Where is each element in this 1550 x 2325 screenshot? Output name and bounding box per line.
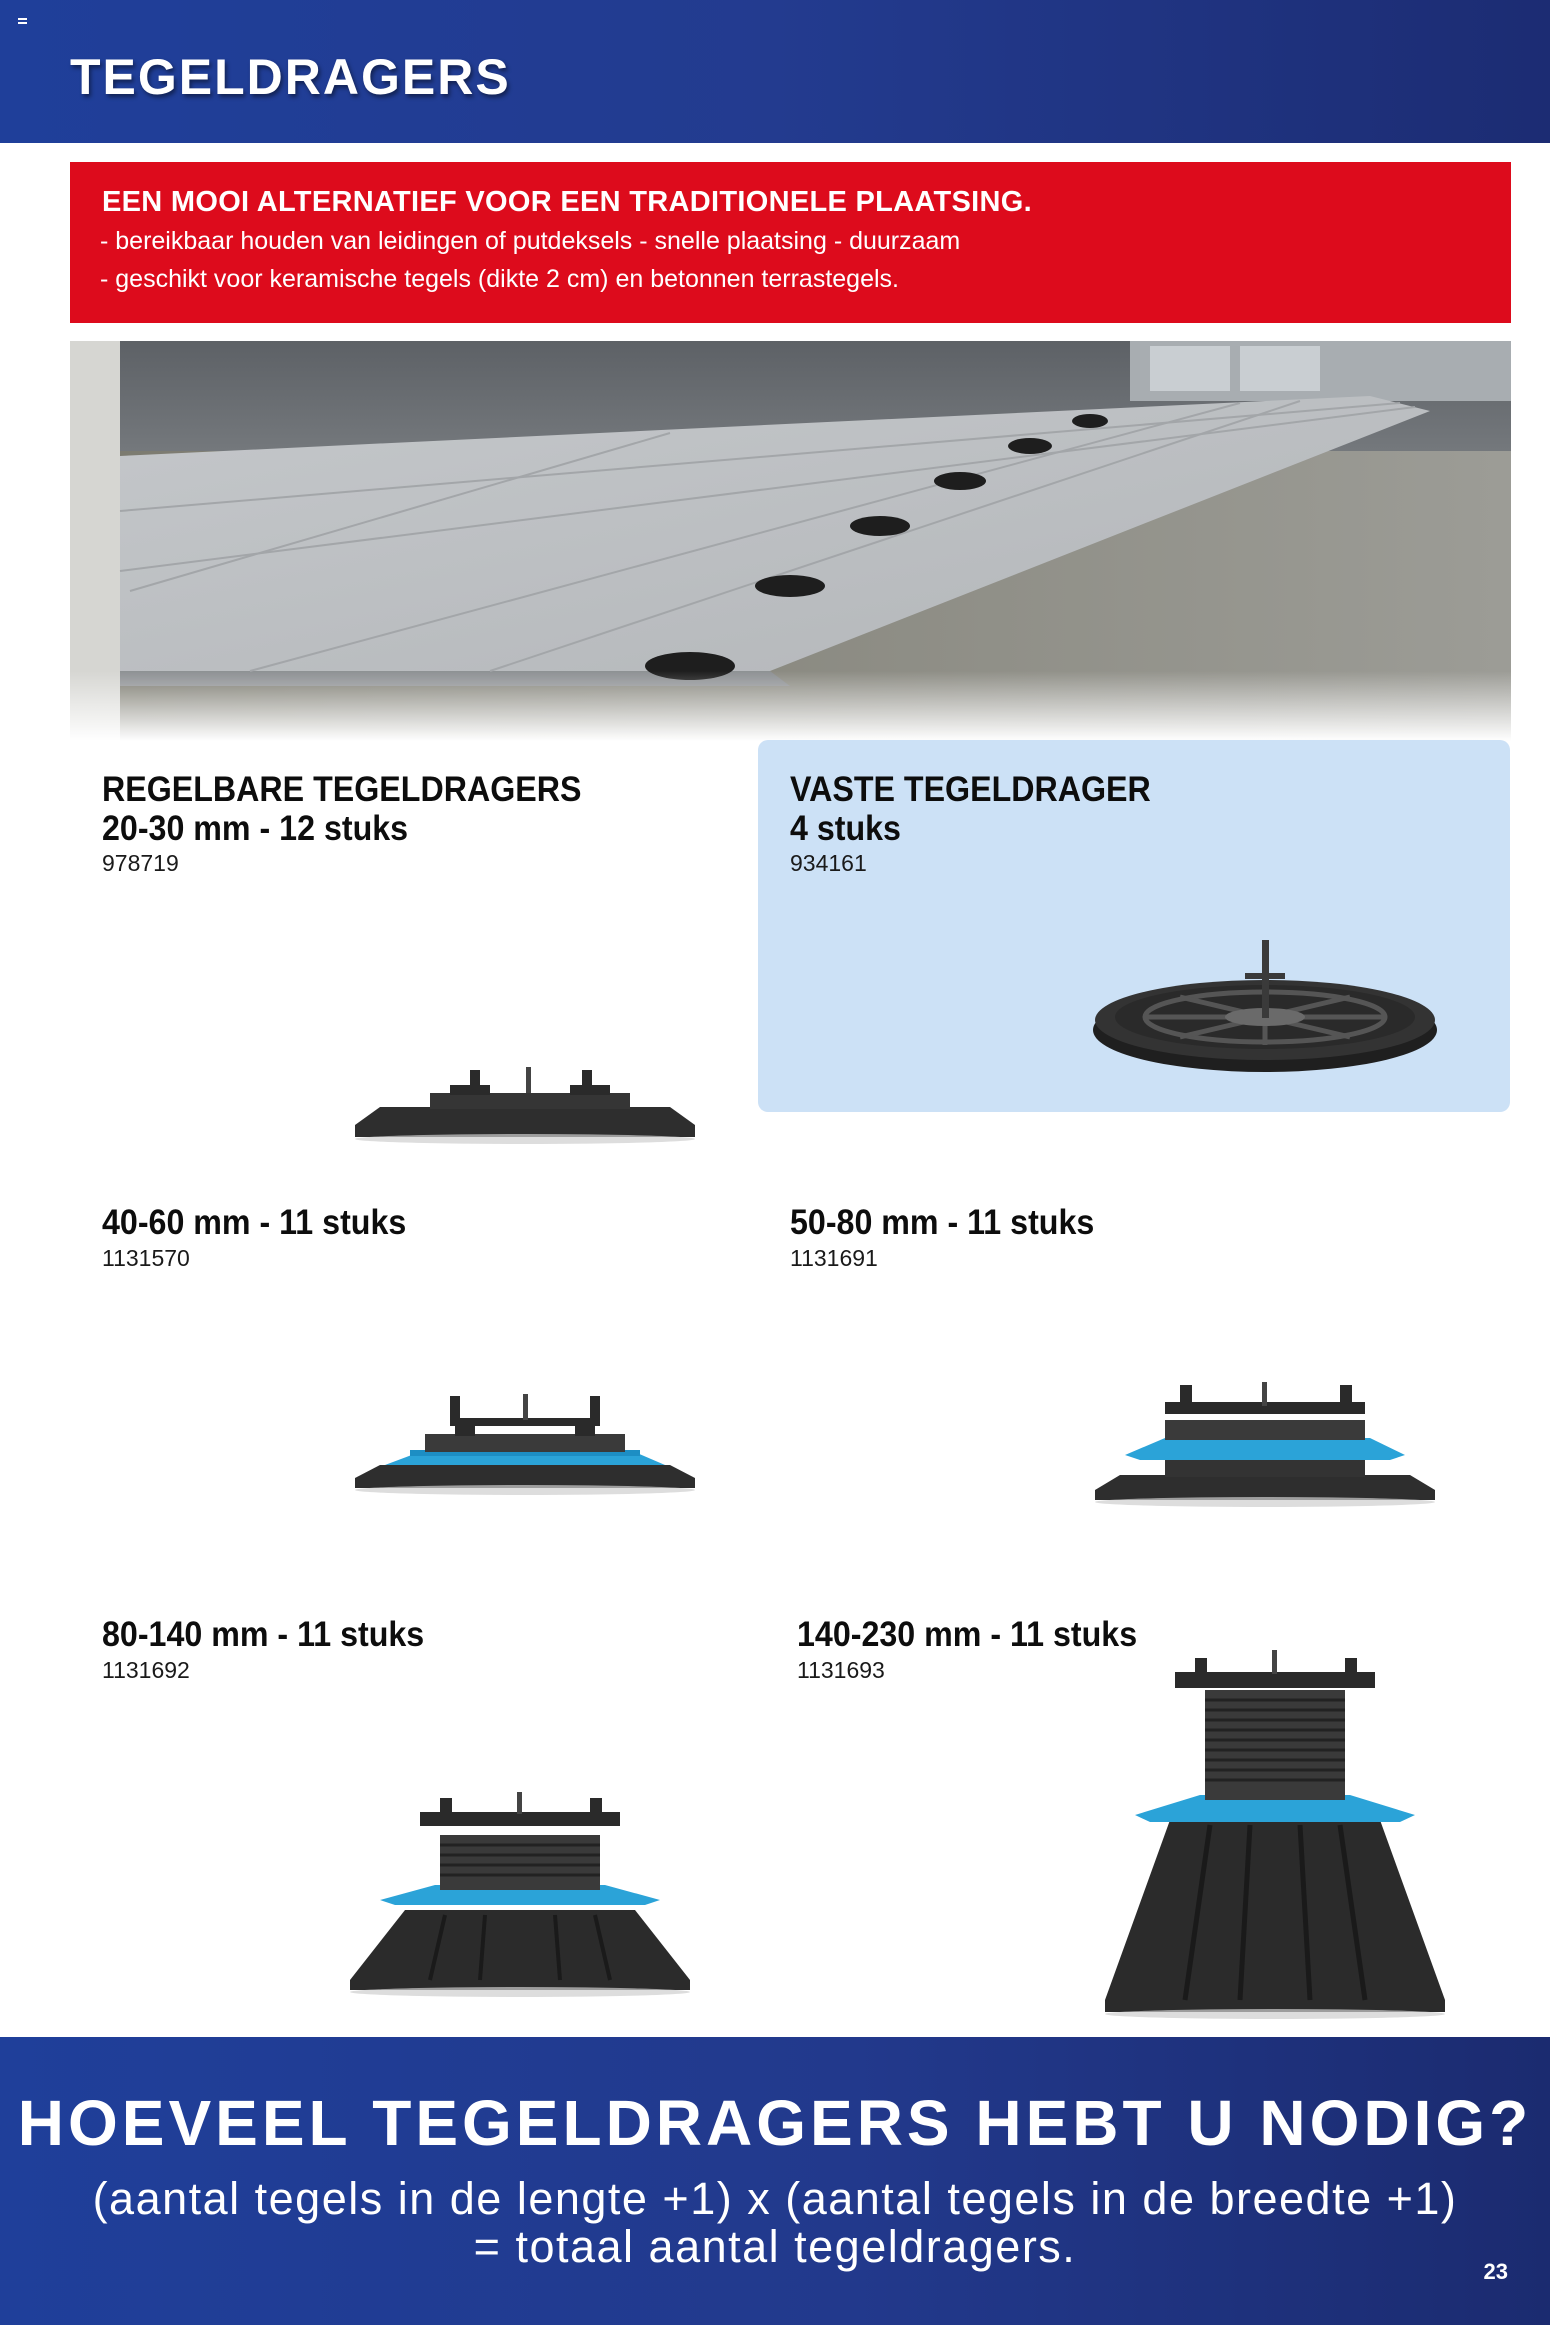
product-title (102, 1615, 424, 1654)
adjustable-pedestal-medium-icon (1090, 1380, 1440, 1510)
product-size: 20-30 mm - 12 stuks (102, 809, 409, 848)
calculation-footer (0, 2037, 1550, 2325)
page-number: 23 (1483, 2259, 1508, 2284)
product-name: VASTE TEGELDRAGER (790, 770, 1151, 809)
product-size: 140-230 mm - 11 stuks (797, 1615, 1138, 1654)
fixed-pedestal-icon (1085, 935, 1445, 1080)
banner-feature-line: - bereikbaar houden van leidingen of putdeksels - snelle plaatsing - duurzaam (100, 227, 961, 255)
banner-feature-line: - geschikt voor keramische tegels (dikte 2 cm) en betonnen terrastegels. (100, 265, 899, 293)
product-sku: 978719 (102, 850, 179, 876)
product-title (102, 770, 581, 848)
adjustable-pedestal-low-icon (350, 1065, 700, 1145)
terrace-photo (70, 341, 1511, 741)
footer-title: HOEVEEL TEGELDRAGERS HEBT U NODIG? (17, 2087, 1533, 2159)
product-title (790, 770, 1151, 848)
product-sku: 1131691 (790, 1245, 878, 1271)
product-size: 40-60 mm - 11 stuks (102, 1203, 407, 1242)
formula-result-line: = totaal aantal tegeldragers. (473, 2221, 1077, 2272)
product-title (797, 1615, 1137, 1654)
page-title: TEGELDRAGERS (70, 49, 511, 105)
adjustable-pedestal-extra-tall-icon (1100, 1650, 1450, 2020)
product-name: REGELBARE TEGELDRAGERS (102, 770, 582, 809)
product-sku: 1131570 (102, 1245, 190, 1271)
product-sku: 934161 (790, 850, 867, 876)
page-header (0, 0, 1550, 143)
product-title (102, 1203, 406, 1242)
adjustable-pedestal-tall-icon (345, 1790, 695, 2000)
formula-line: (aantal tegels in de lengte +1) x (aantal tegels in de breedte +1) (92, 2173, 1458, 2224)
adjustable-pedestal-medium-icon (350, 1390, 700, 1500)
product-size: 80-140 mm - 11 stuks (102, 1615, 425, 1654)
menu-icon (18, 18, 27, 24)
promo-banner (70, 162, 1511, 323)
product-size: 4 stuks (790, 809, 901, 848)
product-sku: 1131693 (797, 1657, 885, 1683)
product-size: 50-80 mm - 11 stuks (790, 1203, 1095, 1242)
product-title (790, 1203, 1094, 1242)
banner-title: EEN MOOI ALTERNATIEF VOOR EEN TRADITIONELE PLAATSING. (102, 186, 1032, 218)
product-sku: 1131692 (102, 1657, 190, 1683)
